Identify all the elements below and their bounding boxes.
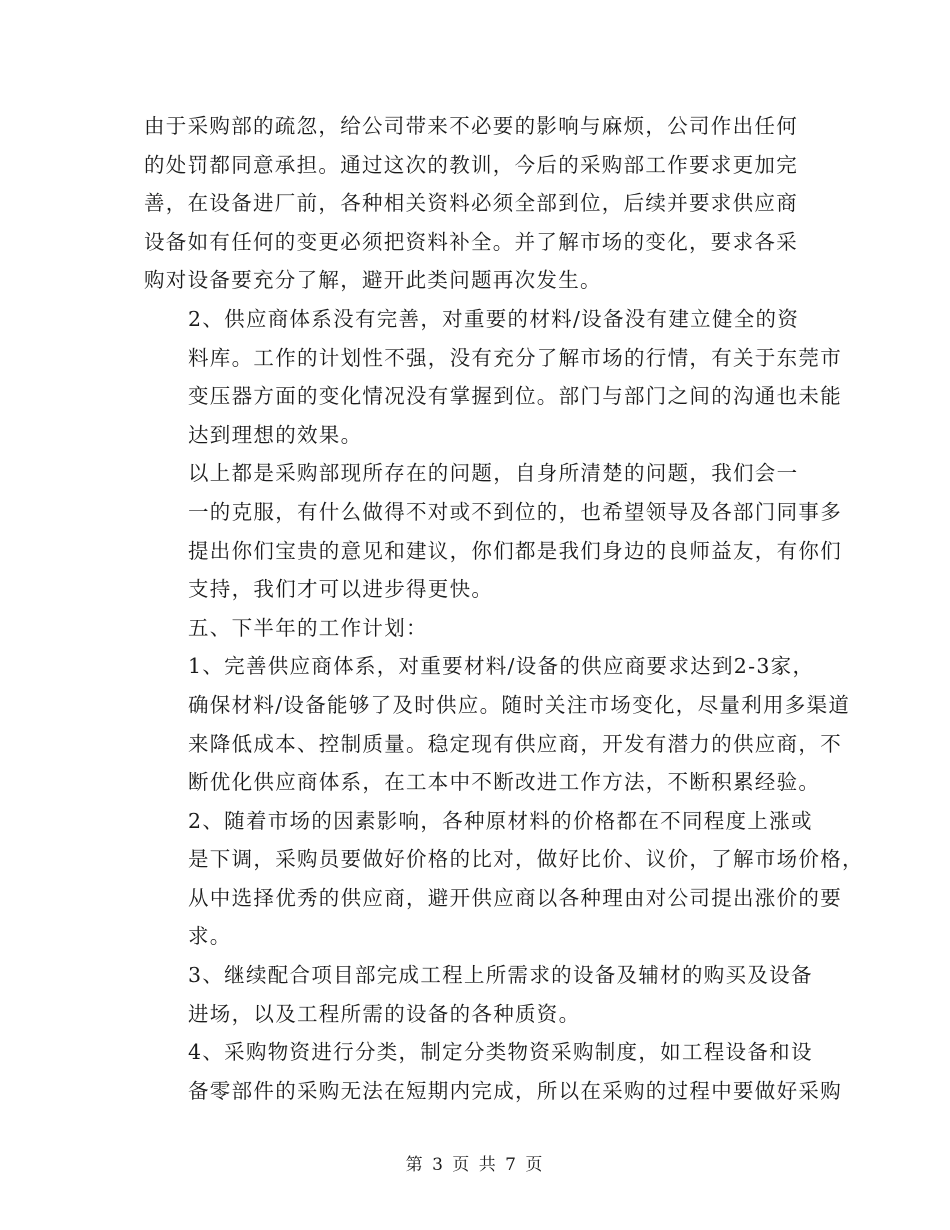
text-line: 来降低成本、控制质量。稳定现有供应商，开发有潜力的供应商，不: [188, 731, 842, 756]
text-line: 是下调，采购员要做好价格的比对，做好比价、议价，了解市场价格，: [188, 847, 864, 872]
text-line: 1、完善供应商体系，对重要材料/设备的供应商要求达到2-3家，: [188, 654, 815, 679]
text-line: 善，在设备进厂前，各种相关资料必须全部到位，后续并要求供应商: [144, 191, 798, 216]
text-line: 断优化供应商体系，在工本中不断改进工作方法，不断积累经验。: [188, 770, 821, 795]
text-line: 支持，我们才可以进步得更快。: [188, 577, 494, 602]
text-line: 4、采购物资进行分类，制定分类物资采购制度，如工程设备和设: [188, 1040, 813, 1065]
document-body: [144, 107, 864, 1110]
text-line: 由于采购部的疏忽，给公司带来不必要的影响与麻烦，公司作出任何: [144, 114, 798, 138]
paragraph: [144, 647, 851, 801]
text-line: 达到理想的效果。: [188, 422, 363, 447]
text-line: 五、下半年的工作计划：: [188, 615, 428, 640]
text-line: 一的克服，有什么做得不对或不到位的，也希望领导及各部门同事多: [188, 499, 842, 524]
text-line: 2、随着市场的因素影响，各种原材料的价格都在不同程度上涨或: [188, 808, 813, 833]
text-line: 进场，以及工程所需的设备的各种质资。: [188, 1001, 581, 1026]
text-line: 的处罚都同意承担。通过这次的教训，今后的采购部工作要求更加完: [144, 152, 798, 177]
text-line: 购对设备要充分了解，避开此类问题再次发生。: [144, 268, 602, 293]
text-line: 提出你们宝贵的意见和建议，你们都是我们身边的良师益友，有你们: [188, 538, 842, 563]
paragraph: [144, 609, 806, 648]
page-footer: 第 3 页 共 7 页: [405, 1155, 545, 1175]
paragraph: [144, 454, 842, 608]
paragraph: [144, 300, 842, 454]
text-line: 2、供应商体系没有完善，对重要的材料/设备没有建立健全的资: [188, 306, 800, 331]
text-line: 确保材料/设备能够了及时供应。随时关注市场变化，尽量利用多渠道: [188, 692, 851, 717]
text-line: 变压器方面的变化情况没有掌握到位。部门与部门之间的沟通也未能: [188, 384, 842, 409]
paragraph: [144, 802, 864, 956]
text-line: 备零部件的采购无法在短期内完成，所以在采购的过程中要做好采购: [188, 1078, 842, 1103]
text-line: 设备如有任何的变更必须把资料补全。并了解市场的变化，要求各采: [144, 229, 798, 254]
text-line: 3、继续配合项目部完成工程上所需求的设备及辅材的购买及设备: [188, 963, 813, 988]
text-line: 求。: [188, 924, 232, 949]
paragraph: [144, 1033, 842, 1110]
text-line: 料库。工作的计划性不强，没有充分了解市场的行情，有关于东莞市: [188, 345, 842, 370]
paragraph: [144, 107, 806, 300]
paragraph: [144, 956, 813, 1033]
text-line: 以上都是采购部现所存在的问题，自身所清楚的问题，我们会一: [188, 461, 799, 486]
text-line: 从中选择优秀的供应商，避开供应商以各种理由对公司提出涨价的要: [188, 885, 842, 910]
